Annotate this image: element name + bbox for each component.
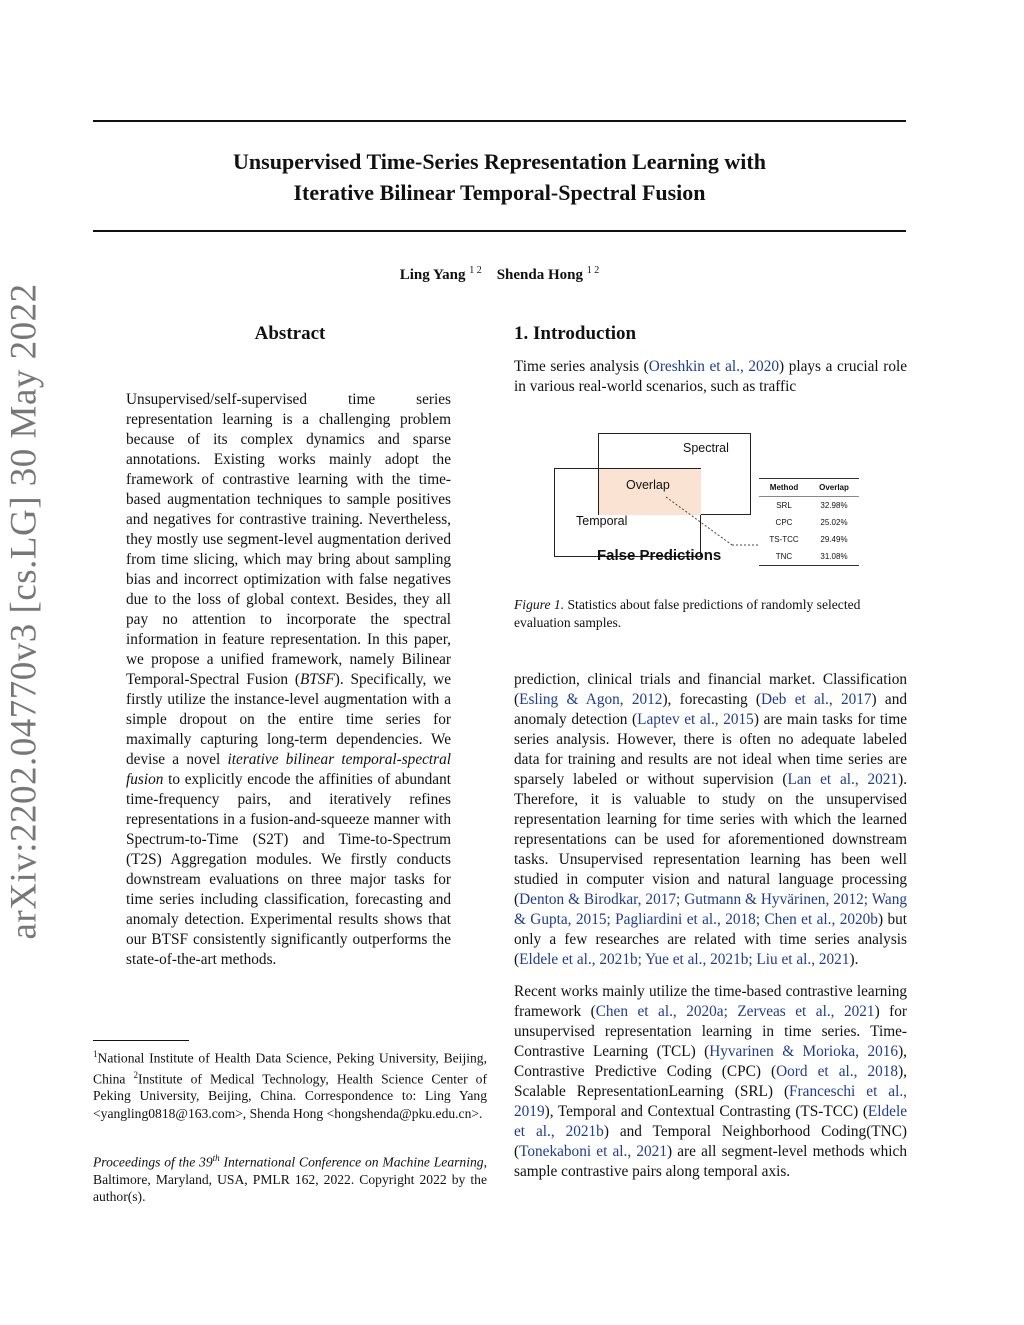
table-row (759, 497, 859, 514)
spectral-label: Spectral (683, 441, 729, 455)
citation-link[interactable]: Franceschi et al., 2019 (514, 1083, 907, 1120)
citation-link[interactable]: Hyvarinen & Morioka, 2016 (709, 1043, 899, 1060)
intro-text: ) for unsupervised representation learning in time series. Time-Contrastive Learning (TCL) ( (514, 1003, 907, 1060)
author-name: Shenda Hong (496, 267, 584, 283)
intro-paragraph (514, 670, 907, 970)
citation-link[interactable]: Lan et al., 2021 (787, 771, 899, 788)
table-header (759, 478, 859, 497)
intro-text: ) plays a crucial role in various real-world scenarios, such as traffic (514, 358, 908, 395)
proceedings-number: 39 (199, 1154, 213, 1170)
table-cell: 29.49% (820, 535, 848, 544)
intro-text: ) are main tasks for time series analysis. However, there is often no adequate labeled data for training and results are not ideal when time series are sparsely labeled or without supervision ( (514, 711, 908, 788)
table-cell: 25.02% (820, 518, 848, 527)
citation-link[interactable]: Eldele et al., 2021b; Yue et al., 2021b; Liu et al., 2021 (519, 951, 850, 968)
table-header-cell: Overlap (819, 483, 849, 492)
figure-1 (514, 420, 907, 585)
author-name: Ling Yang (399, 267, 466, 283)
title-line-1: Unsupervised Time-Series Representation Learning with (233, 149, 766, 174)
footnote-text: Institute of Medical Technology, Health Science Center of Peking University, Beijing, China. Correspondence to: Ling Yang <yangling0818@163.com>, Shenda Hong <hongshenda@pku.edu.cn>. (93, 1071, 487, 1121)
table-cell: 31.08% (820, 552, 848, 561)
intro-para-1-start (514, 357, 907, 397)
title-line-2: Iterative Bilinear Temporal-Spectral Fusion (293, 180, 706, 205)
intro-text: ) and anomaly detection ( (514, 691, 907, 728)
intro-text: ), Contrastive Predictive Coding (CPC) ( (514, 1043, 907, 1080)
false-predictions-label: False Predictions (597, 547, 722, 564)
overlap-table (759, 478, 859, 566)
intro-heading: 1. Introduction (514, 323, 637, 344)
intro-text: ) are all segment-level methods which sample contrastive pairs along temporal axis. (514, 1143, 907, 1180)
abstract-text: Unsupervised/self-supervised time series representation learning is a challenging problem because of its complex dynamics and sparse annotations. Existing works mainly adopt the framework of contrastive learning with the time-based augmentation techniques to sample positives and negatives for contrastive training. Nevertheless, they mostly use segment-level augmentation derived from time slicing, which may bring about sampling bias and incorrect optimization with false negatives due to the loss of global context. Besides, they all pay no attention to incorporate the spectral information in feature representation. In this paper, we propose a unified framework, namely Bilinear Temporal-Spectral Fusion ( (126, 391, 451, 688)
footnote-text: National Institute of Health Data Science, Peking University, Beijing, China (93, 1050, 487, 1087)
abstract-heading: Abstract (254, 323, 326, 344)
table-cell: 32.98% (820, 501, 848, 510)
table-header-cell: Method (769, 483, 799, 492)
intro-text: Time series analysis ( (514, 358, 649, 375)
table-row (759, 514, 859, 531)
citation-link[interactable]: Esling & Agon, 2012 (519, 691, 663, 708)
intro-text: ), Scalable RepresentationLearning (SRL) ( (514, 1063, 907, 1100)
caption-text: Statistics about false predictions of randomly selected evaluation samples. (514, 597, 861, 630)
author-affiliation: 1 2 (586, 265, 600, 276)
author-list (93, 265, 906, 284)
intro-text: ), forecasting ( (662, 691, 761, 708)
citation-link[interactable]: Laptev et al., 2015 (637, 711, 754, 728)
paper-title (93, 146, 906, 208)
citation-link[interactable]: Oord et al., 2018 (776, 1063, 899, 1080)
citation-link[interactable]: Deb et al., 2017 (760, 691, 872, 708)
intro-text: ) but only a few researches are related with time series analysis ( (514, 911, 907, 968)
abstract-btsf: BTSF (299, 671, 335, 688)
caption-label: Figure 1. (514, 597, 565, 612)
temporal-label: Temporal (576, 514, 628, 528)
intro-text: ). Therefore, it is valuable to study on the unsupervised representation learning for time series with which the learned representations can be used for aforementioned downstream tasks. Unsupervised representation learning has been well studied in computer vision and natural language processing ( (514, 771, 908, 908)
overlap-label: Overlap (626, 478, 670, 492)
intro-text: ), Temporal and Contextual Contrasting (TS-TCC) ( (544, 1103, 868, 1120)
proceedings-name: Proceedings of the (93, 1154, 200, 1170)
abstract-text: ). Specifically, we firstly utilize the instance-level augmentation with a simple dropout on the entire time series for maximally capturing long-term dependencies. We devise a novel (126, 671, 451, 768)
table-cell: CPC (775, 518, 793, 527)
table-cell: SRL (776, 501, 792, 510)
citation-link[interactable]: Eldele et al., 2021b (514, 1103, 907, 1140)
title-bottom-rule (93, 230, 906, 232)
abstract-ibtsf: iterative bilinear temporal-spectral fusion (126, 751, 451, 788)
citation-link[interactable]: Oreshkin et al., 2020 (648, 358, 780, 375)
table-row (759, 548, 859, 566)
footnote-rule (93, 1040, 189, 1041)
affiliation-footnote (93, 1046, 487, 1122)
abstract-text: to explicitly encode the affinities of abundant time-frequency pairs, and iteratively refines representations in a fusion-and-squeeze manner with Spectrum-to-Time (S2T) and Time-to-Spectrum (T2S) Aggregation modules. We firstly conducts downstream evaluations on three major tasks for time series including classification, forecasting and anomaly detection. Experimental results shows that our BTSF consistently significantly outperforms the state-of-the-art methods. (126, 771, 451, 968)
intro-text: Recent works mainly utilize the time-based contrastive learning framework ( (514, 983, 907, 1020)
proceedings-name: International Conference on Machine Learning (219, 1154, 484, 1170)
intro-text: ). (849, 951, 859, 968)
abstract-body (126, 390, 451, 970)
intro-text: ) and Temporal Neighborhood Coding(TNC) ( (514, 1123, 907, 1160)
title-top-rule (93, 120, 906, 122)
citation-link[interactable]: Tonekaboni et al., 2021 (519, 1143, 667, 1160)
footnote-marker: 1 (93, 1049, 98, 1059)
table-row (759, 531, 859, 548)
intro-paragraph (514, 982, 907, 1182)
table-cell: TS-TCC (769, 535, 799, 544)
intro-text: prediction, clinical trials and financial market. Classification ( (514, 671, 907, 708)
intro-body (514, 670, 907, 1194)
table-cell: TNC (775, 552, 793, 561)
proceedings-footnote (93, 1150, 487, 1205)
arxiv-stamp: arXiv:2202.04770v3 [cs.LG] 30 May 2022 (3, 283, 45, 940)
citation-link[interactable]: Chen et al., 2020a; Zerveas et al., 2021 (595, 1003, 875, 1020)
author-affiliation: 1 2 (469, 265, 482, 276)
proceedings-sup: th (212, 1153, 220, 1163)
figure-1-caption (514, 596, 907, 632)
footnote-marker: 2 (133, 1069, 139, 1080)
proceedings-details: , Baltimore, Maryland, USA, PMLR 162, 2022. Copyright 2022 by the author(s). (93, 1154, 487, 1204)
citation-link[interactable]: Denton & Birodkar, 2017; Gutmann & Hyvärinen, 2012; Wang & Gupta, 2015; Pagliardini et al., 2018; Chen et al., 2020b (514, 891, 907, 928)
